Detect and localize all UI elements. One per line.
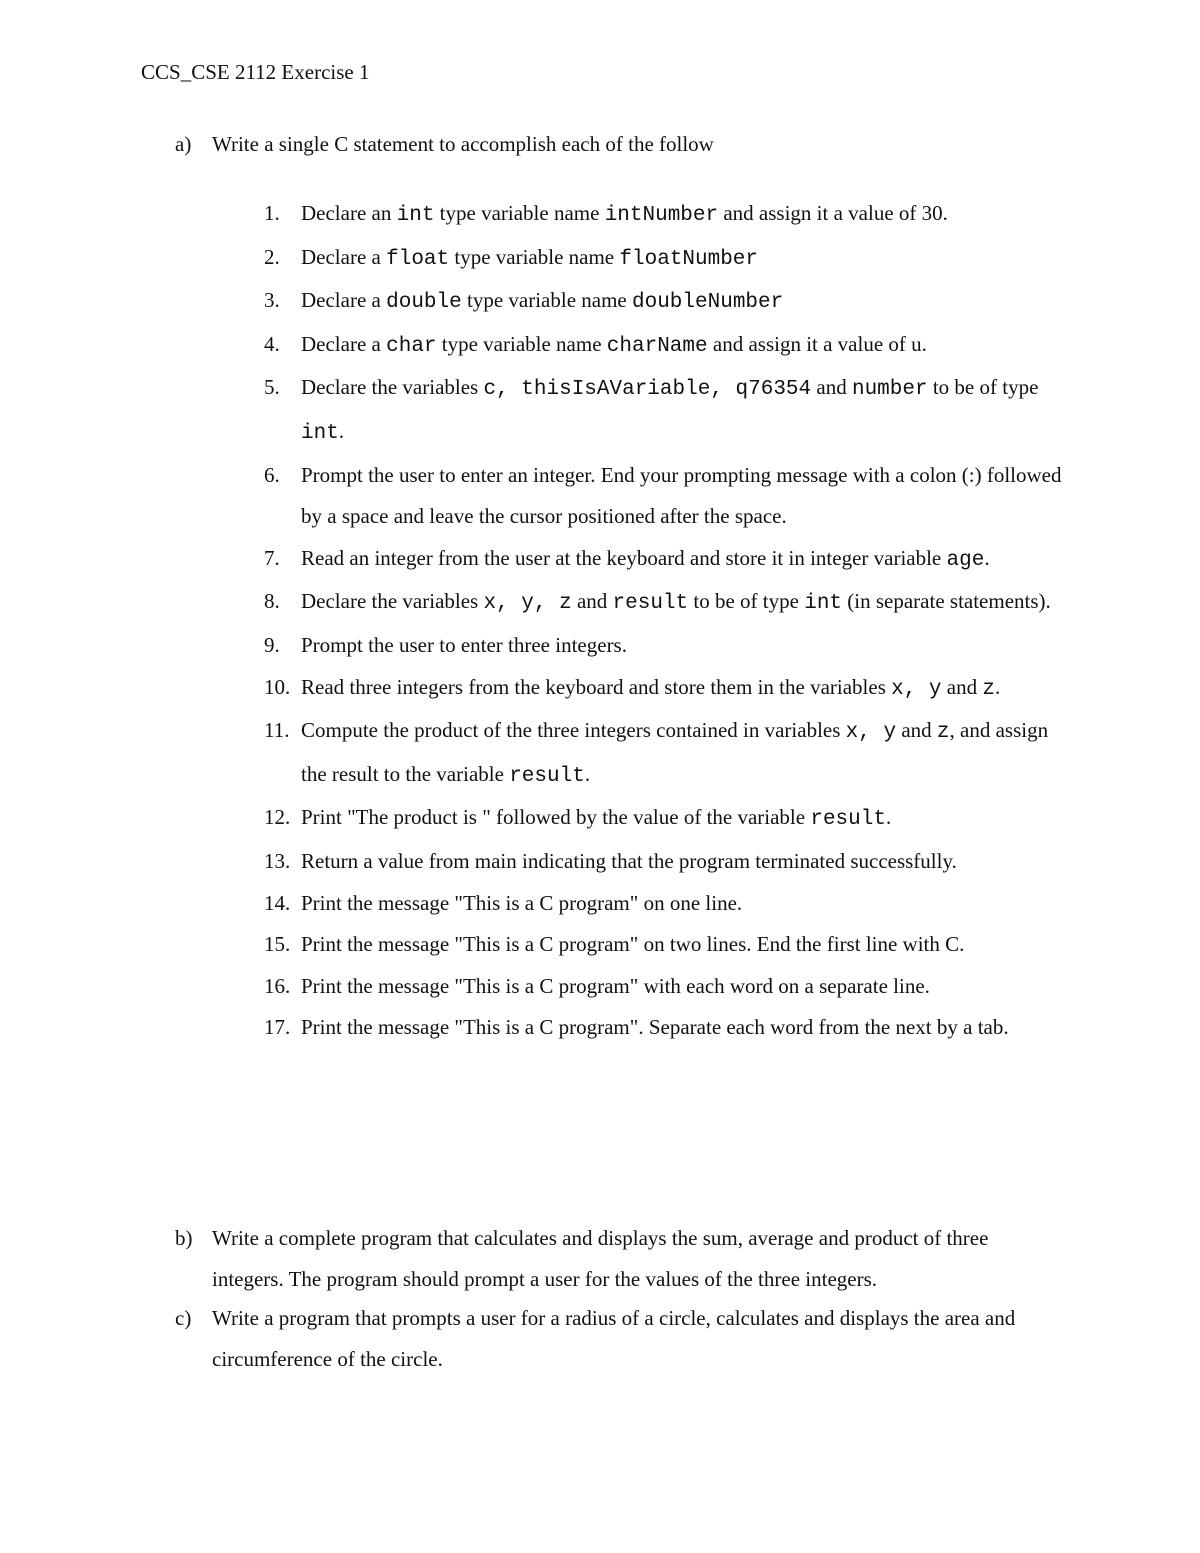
question-text-part: Read three integers from the keyboard and store them in the variables	[301, 674, 892, 699]
question-text-part: Declare an	[301, 201, 397, 225]
code-term: z	[982, 677, 995, 701]
document-title: CCS_CSE 2112 Exercise 1	[141, 60, 370, 84]
question-number: 10.	[264, 674, 291, 699]
code-term: int	[804, 592, 843, 616]
question-item	[264, 280, 1064, 324]
section-a-letter: a)	[175, 132, 192, 156]
question-text	[301, 581, 1064, 625]
code-term: int	[301, 421, 339, 445]
question-text-part: .	[338, 418, 345, 443]
code-term: c, thisIsAVariable, q76354	[483, 378, 812, 402]
question-list	[264, 193, 1064, 1049]
question-item	[264, 324, 1064, 368]
question-text-part: Return a value from main indicating that the program terminated successfully.	[301, 848, 957, 873]
question-text-part: and	[941, 674, 983, 699]
question-text-part: type variable name	[434, 201, 605, 225]
code-term: char	[386, 334, 437, 358]
question-text-part: to be of type	[927, 375, 1039, 400]
question-number: 13.	[264, 848, 291, 873]
question-item	[264, 193, 1064, 237]
question-number: 16.	[264, 973, 291, 998]
question-item	[264, 710, 1064, 797]
question-text	[301, 1007, 1064, 1049]
question-text	[301, 710, 1064, 797]
question-item	[264, 1007, 1064, 1049]
question-text-part: Compute the product of the three integers contained in variables	[301, 718, 846, 743]
question-text-part: Declare a	[301, 288, 387, 313]
question-number: 14.	[264, 890, 291, 915]
question-text	[301, 797, 1064, 841]
question-text	[301, 966, 1064, 1008]
question-text-part: Prompt the user to enter an integer. End your prompting message with a colon (:) followed by a space and leave the cursor positioned after the space.	[301, 462, 1062, 529]
question-text-part: and assign it a value of 30.	[718, 201, 948, 225]
question-text-part: and assign it a value of u.	[707, 331, 927, 356]
question-item	[264, 367, 1064, 454]
question-text	[301, 538, 1064, 582]
question-item	[264, 581, 1064, 625]
question-text-part: and	[811, 375, 852, 400]
section-b-text: Write a complete program that calculates and displays the sum, average and product of three integers. The program should prompt a user for the values of the three integers.	[212, 1226, 989, 1291]
code-term: floatNumber	[619, 247, 759, 271]
question-number: 9.	[264, 632, 280, 657]
code-term: result	[509, 764, 585, 788]
question-number: 6.	[264, 462, 280, 487]
question-item	[264, 237, 1064, 281]
question-text-part: type variable name	[461, 288, 632, 313]
question-text-part: type variable name	[436, 331, 607, 356]
question-text-part: Prompt the user to enter three integers.	[301, 632, 627, 657]
question-text-part: .	[994, 674, 1001, 699]
code-term: x, y	[891, 677, 942, 701]
question-text	[301, 367, 1064, 454]
question-number: 1.	[264, 201, 280, 225]
question-number: 3.	[264, 288, 280, 313]
question-number: 5.	[264, 375, 280, 400]
question-text-part: and	[896, 718, 937, 743]
code-term: number	[851, 378, 928, 402]
code-term: intNumber	[604, 204, 719, 227]
question-text-part: Declare a	[301, 331, 387, 356]
code-term: double	[386, 291, 462, 315]
question-number: 11.	[264, 718, 290, 743]
question-number: 17.	[264, 1015, 291, 1040]
question-item	[264, 455, 1064, 538]
code-term: result	[612, 592, 689, 616]
question-number: 15.	[264, 932, 291, 957]
question-number: 12.	[264, 805, 291, 830]
question-text-part: Print the message "This is a C program" with each word on a separate line.	[301, 973, 930, 998]
question-item	[264, 625, 1064, 667]
question-item	[264, 966, 1064, 1008]
question-text	[301, 841, 1064, 883]
question-item	[264, 883, 1064, 925]
question-text-part: (in separate statements).	[842, 589, 1051, 614]
question-text-part: type variable name	[449, 244, 620, 269]
section-c-letter: c)	[175, 1306, 192, 1330]
question-text	[301, 883, 1064, 925]
code-term: doubleNumber	[632, 291, 784, 315]
code-term: age	[946, 548, 985, 572]
section-b-letter: b)	[175, 1226, 193, 1250]
code-term: float	[386, 247, 450, 271]
question-text	[301, 625, 1064, 667]
code-term: result	[810, 808, 886, 832]
question-text-part: Declare the variables	[301, 375, 484, 400]
question-number: 8.	[264, 589, 280, 614]
question-text	[301, 237, 1064, 281]
question-text	[301, 455, 1064, 538]
section-a-text: Write a single C statement to accomplish each of the follow	[212, 132, 714, 156]
question-item	[264, 924, 1064, 966]
question-number: 7.	[264, 545, 280, 570]
question-text-part: Declare the variables	[301, 589, 484, 614]
code-term: charName	[606, 334, 708, 358]
code-term: int	[396, 204, 435, 227]
code-term: z	[936, 721, 950, 745]
question-text	[301, 324, 1064, 368]
question-text-part: Print "The product is " followed by the value of the variable	[301, 805, 811, 830]
question-text-part: Print the message "This is a C program". Separate each word from the next by a tab.	[301, 1015, 1009, 1040]
question-item	[264, 797, 1064, 841]
question-text-part: Print the message "This is a C program" on two lines. End the first line with C.	[301, 932, 965, 957]
question-number: 4.	[264, 331, 280, 356]
question-text	[301, 280, 1064, 324]
question-number: 2.	[264, 244, 280, 269]
question-text	[301, 924, 1064, 966]
question-text-part: .	[584, 761, 591, 786]
question-text-part: Read an integer from the user at the keyboard and store it in integer variable	[301, 545, 947, 570]
question-item	[264, 667, 1064, 711]
question-text-part: Declare a	[301, 244, 387, 269]
code-term: x, y, z	[483, 592, 572, 616]
question-item	[264, 841, 1064, 883]
question-item	[264, 538, 1064, 582]
question-text-part: and	[571, 589, 613, 614]
question-text-part: .	[984, 545, 990, 570]
question-text-part: to be of type	[688, 589, 805, 614]
section-c-text: Write a program that prompts a user for a radius of a circle, calculates and displays the area and circumference of the circle.	[212, 1306, 1016, 1371]
question-text	[301, 667, 1064, 711]
question-text-part: Print the message "This is a C program" on one line.	[301, 890, 743, 915]
question-text-part: .	[885, 805, 892, 830]
code-term: x, y	[845, 721, 897, 745]
question-text-part: , and assign the result to the variable	[301, 718, 1049, 786]
question-text	[301, 193, 1064, 237]
